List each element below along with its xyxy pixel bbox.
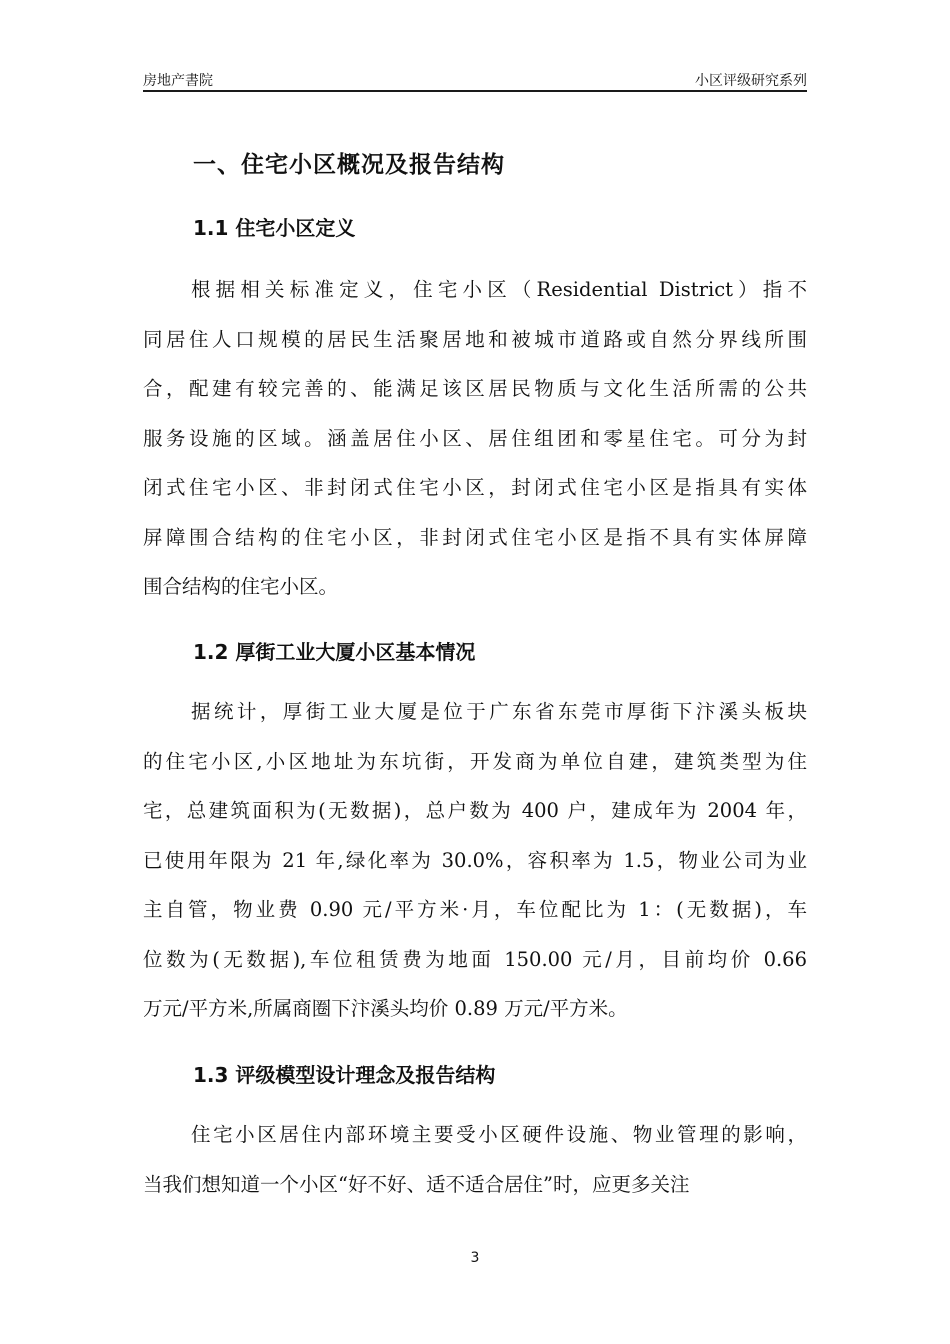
paragraph-rating-model — [143, 1110, 807, 1209]
text-line: 屏障围合结构的住宅小区，非封闭式住宅小区是指不具有实体屏障 — [143, 525, 807, 549]
text-line: 位数为(无数据),车位租赁费为地面 150.00 元/月，目前均价 0.66 — [143, 947, 807, 971]
text-line: 的住宅小区,小区地址为东坑街，开发商为单位自建，建筑类型为住 — [143, 749, 807, 773]
section-title: 一、住宅小区概况及报告结构 — [193, 152, 505, 178]
text-line: 主自管，物业费 0.90 元/平方米·月，车位配比为 1：(无数据)，车 — [143, 898, 807, 921]
text-line: 已使用年限为 21 年,绿化率为 30.0%，容积率为 1.5，物业公司为业 — [143, 848, 807, 872]
text-line: 宅，总建筑面积为(无数据)，总户数为 400 户，建成年为 2004 年， — [143, 799, 807, 822]
text-line: 当我们想知道一个小区“好不好、适不适合居住”时，应更多关注 — [143, 1172, 690, 1196]
subsection-title-1-1: 1.1 住宅小区定义 — [193, 216, 356, 240]
text-line: 据统计，厚街工业大厦是位于广东省东莞市厚街下汴溪头板块 — [191, 700, 807, 723]
text-line: 围合结构的住宅小区。 — [143, 575, 339, 598]
text-line: 服务设施的区域。涵盖居住小区、居住组团和零星住宅。可分为封 — [143, 426, 807, 450]
text-line: 根据相关标准定义，住宅小区（Residential District）指不 — [191, 278, 807, 301]
subsection-title-1-3: 1.3 评级模型设计理念及报告结构 — [193, 1063, 496, 1087]
text-line: 同居住人口规模的居民生活聚居地和被城市道路或自然分界线所围 — [143, 327, 807, 351]
paragraph-basic-info — [143, 687, 807, 1034]
subsection-title-1-2: 1.2 厚街工业大厦小区基本情况 — [193, 640, 476, 664]
page-number: 3 — [470, 1250, 480, 1266]
header-series: 小区评级研究系列 — [695, 73, 807, 89]
header-publisher: 房地产書院 — [143, 73, 213, 89]
paragraph-definition — [143, 265, 807, 612]
page-header — [143, 68, 807, 92]
text-line: 住宅小区居住内部环境主要受小区硬件设施、物业管理的影响， — [191, 1123, 807, 1146]
text-line: 合，配建有较完善的、能满足该区居民物质与文化生活所需的公共 — [143, 377, 807, 400]
text-line: 闭式住宅小区、非封闭式住宅小区，封闭式住宅小区是指具有实体 — [143, 476, 807, 499]
text-line: 万元/平方米,所属商圈下汴溪头均价 0.89 万元/平方米。 — [143, 997, 628, 1020]
